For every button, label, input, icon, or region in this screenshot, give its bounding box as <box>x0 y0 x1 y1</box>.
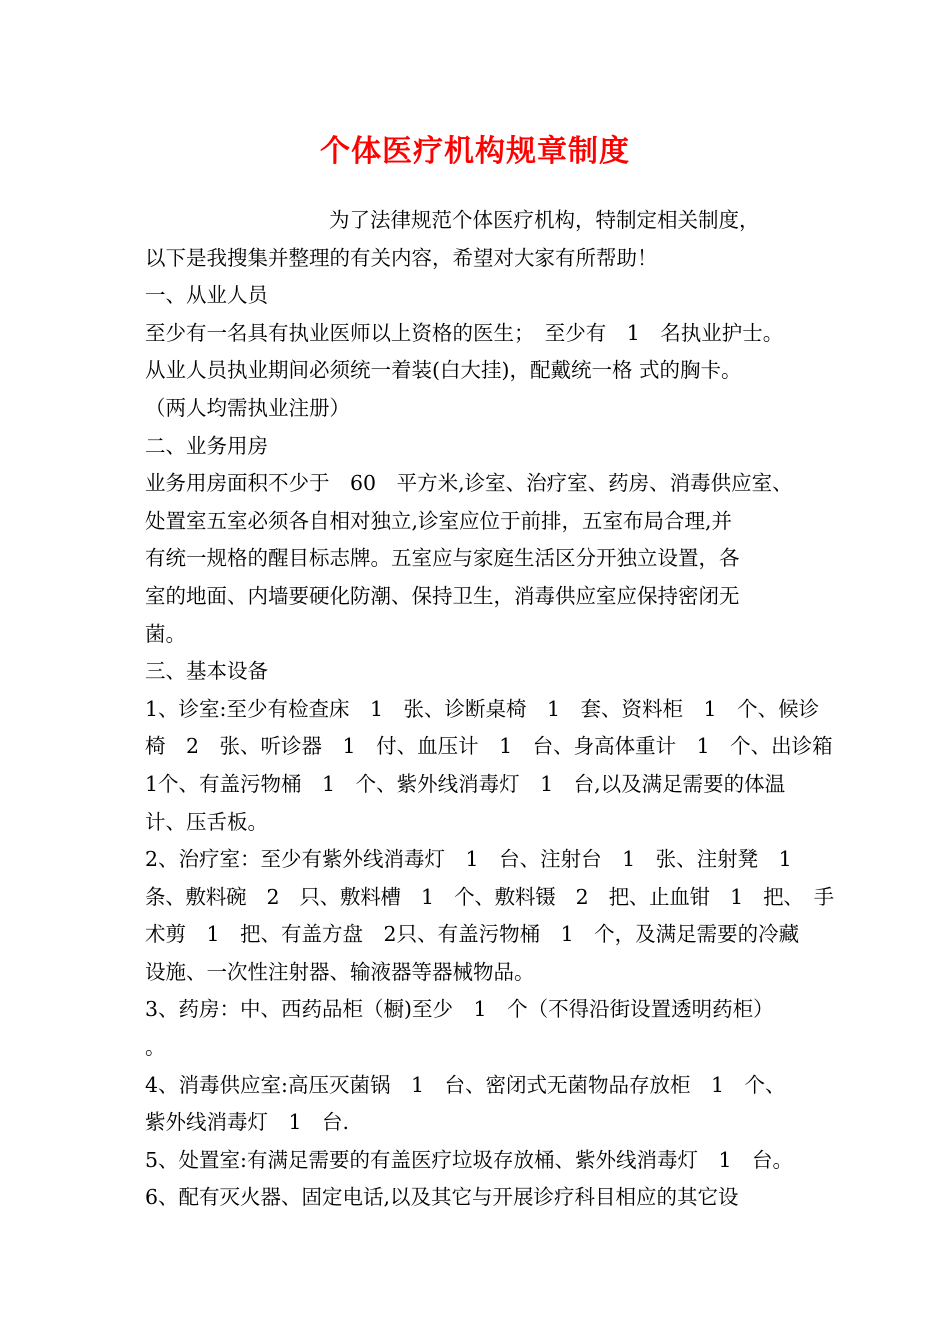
paragraph-line: 室的地面、内墙要硬化防潮、保持卫生，消毒供应室应保持密闭无 <box>145 583 740 608</box>
paragraph-line: 5、处置室:有满足需要的有盖医疗垃圾存放桶、紫外线消毒灯 1 台。 <box>145 1147 793 1172</box>
paragraph-line: 有统一规格的醒目标志牌。五室应与家庭生活区分开独立设置，各 <box>145 546 740 571</box>
paragraph-line: （两人均需执业注册） <box>145 395 350 420</box>
paragraph-line: 椅 2 张、听诊器 1 付、血压计 1 台、身高体重计 1 个、出诊箱 <box>145 734 833 759</box>
paragraph-line: 业务用房面积不少于 60 平方米,诊室、治疗室、药房、消毒供应室、 <box>145 471 793 496</box>
section-heading: 二、业务用房 <box>145 433 268 458</box>
document-body <box>145 202 835 1217</box>
paragraph-line: 处置室五室必须各自相对独立,诊室应位于前排，五室布局合理,并 <box>145 508 733 533</box>
paragraph-line: 2、治疗室：至少有紫外线消毒灯 1 台、注射台 1 张、注射凳 1 <box>145 847 792 872</box>
paragraph-line: 1个、有盖污物桶 1 个、紫外线消毒灯 1 台,以及满足需要的体温 <box>145 771 786 796</box>
paragraph-line: 。 <box>145 1035 166 1060</box>
paragraph-line: 以下是我搜集并整理的有关内容，希望对大家有所帮助！ <box>145 245 658 270</box>
paragraph-line: 1、诊室:至少有检查床 1 张、诊断桌椅 1 套、资料柜 1 个、候诊 <box>145 696 820 721</box>
paragraph-line: 术剪 1 把、有盖方盘 2只、有盖污物桶 1 个，及满足需要的冷藏 <box>145 922 800 947</box>
paragraph-line: 为了法律规范个体医疗机构，特制定相关制度， <box>329 208 760 232</box>
paragraph-line: 菌。 <box>145 621 186 646</box>
paragraph-line: 3、药房：中、西药品柜（橱)至少 1 个（不得沿街设置透明药柜） <box>145 997 774 1022</box>
paragraph-line: 从业人员执业期间必须统一着装(白大挂)，配戴统一格 式的胸卡。 <box>145 358 742 383</box>
paragraph-line: 6、配有灭火器、固定电话,以及其它与开展诊疗科目相应的其它设 <box>145 1185 739 1210</box>
section-heading: 三、基本设备 <box>145 659 268 684</box>
paragraph-line: 紫外线消毒灯 1 台. <box>145 1110 350 1135</box>
document-title: 个体医疗机构规章制度 <box>320 134 630 169</box>
section-heading: 一、从业人员 <box>145 283 268 308</box>
paragraph-line: 条、敷料碗 2 只、敷料槽 1 个、敷料镊 2 把、止血钳 1 把、 手 <box>145 884 834 909</box>
paragraph-line: 计、压舌板。 <box>145 809 268 834</box>
paragraph-line: 4、消毒供应室:高压灭菌锅 1 台、密闭式无菌物品存放柜 1 个、 <box>145 1072 786 1097</box>
paragraph-line: 设施、一次性注射器、输液器等器械物品。 <box>145 959 535 984</box>
paragraph-line: 至少有一名具有执业医师以上资格的医生； 至少有 1 名执业护士。 <box>145 320 784 345</box>
